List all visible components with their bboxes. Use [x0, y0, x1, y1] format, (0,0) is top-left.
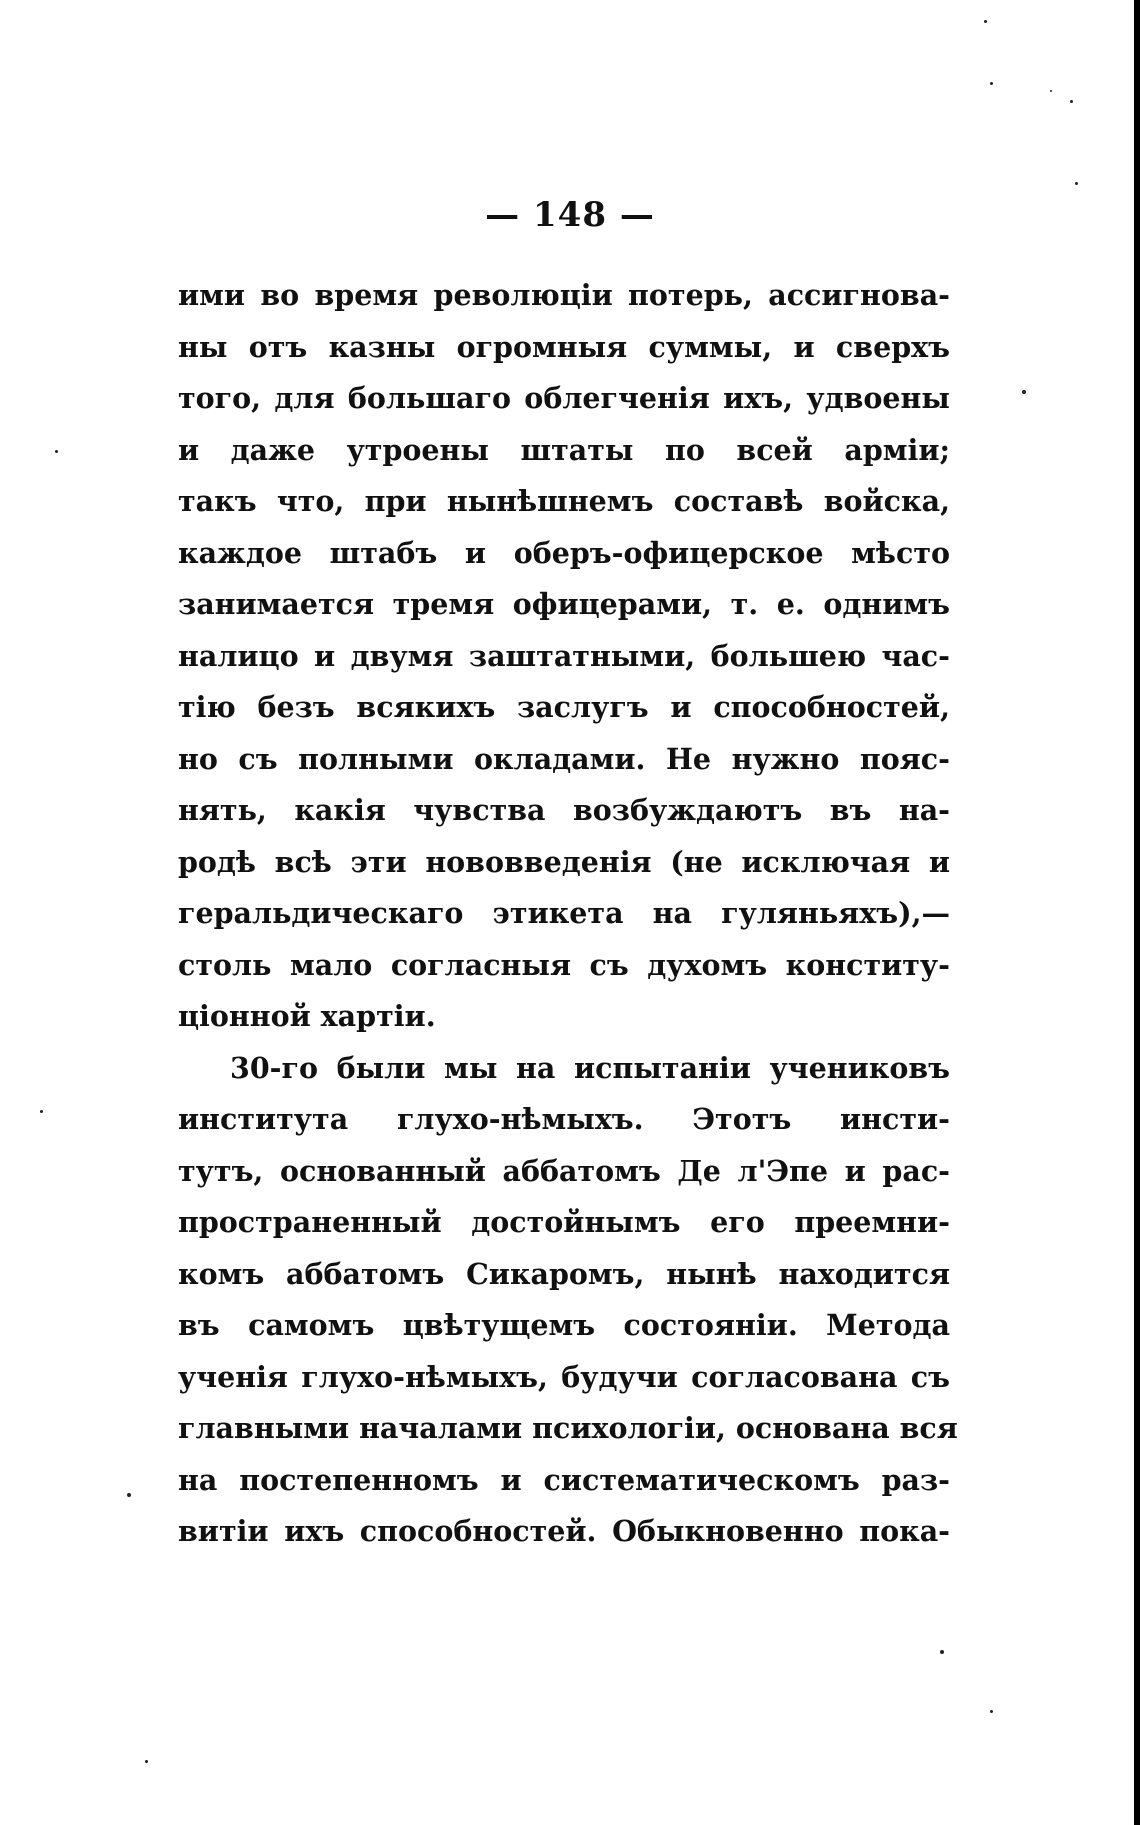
text-line: въ самомъ цвѣтущемъ состояніи. Метода [178, 1308, 950, 1342]
text-line: занимается тремя офицерами, т. е. однимъ [178, 587, 950, 621]
text-line: ими во время революціи потерь, ассигнова- [178, 278, 950, 312]
text-line: института глухо-нѣмыхъ. Этотъ инсти- [178, 1102, 950, 1136]
text-line: каждое штабъ и оберъ-офицерское мѣсто [178, 535, 950, 570]
text-line: столь мало согласныя съ духомъ конститу- [178, 947, 950, 982]
text-line: и даже утроены штаты по всей арміи; [178, 432, 950, 467]
body-text [178, 270, 958, 1558]
text-line: ученія глухо-нѣмыхъ, будучи согласована съ [178, 1359, 950, 1394]
text-line: 30-го были мы на испытаніи учениковъ [230, 1050, 950, 1085]
text-line: родѣ всѣ эти нововведенія (не исключая и [178, 844, 950, 879]
page-edge-shadow [1134, 0, 1140, 1825]
text-line: тутъ, основанный аббатомъ Де л'Эпе и рас- [178, 1153, 950, 1188]
text-line: налицо и двумя заштатными, большею час- [178, 638, 950, 673]
text-line: ны отъ казны огромныя суммы, и сверхъ [178, 329, 950, 364]
text-line: пространенный достойнымъ его преемни- [178, 1205, 950, 1239]
text-line: ціонной хартіи. [178, 999, 436, 1033]
text-line: но съ полными окладами. Не нужно пояс- [178, 741, 950, 776]
text-line: геральдическаго этикета на гуляньяхъ),— [178, 896, 950, 930]
text-line: тію безъ всякихъ заслугъ и способностей, [178, 690, 950, 724]
text-line: комъ аббатомъ Сикаромъ, нынѣ находится [178, 1256, 950, 1291]
text-line: такъ что, при нынѣшнемъ составѣ войска, [178, 484, 950, 518]
text-line: нять, какія чувства возбуждаютъ въ на- [178, 793, 950, 827]
text-line: того, для большаго облегченія ихъ, удвоены [178, 381, 950, 415]
text-line: на постепенномъ и систематическомъ раз- [178, 1462, 950, 1497]
text-line: витіи ихъ способностей. Обыкновенно пока- [178, 1514, 950, 1548]
page-number: — 148 — [485, 195, 655, 235]
text-line: главными началами психологіи, основана вся [178, 1411, 958, 1445]
